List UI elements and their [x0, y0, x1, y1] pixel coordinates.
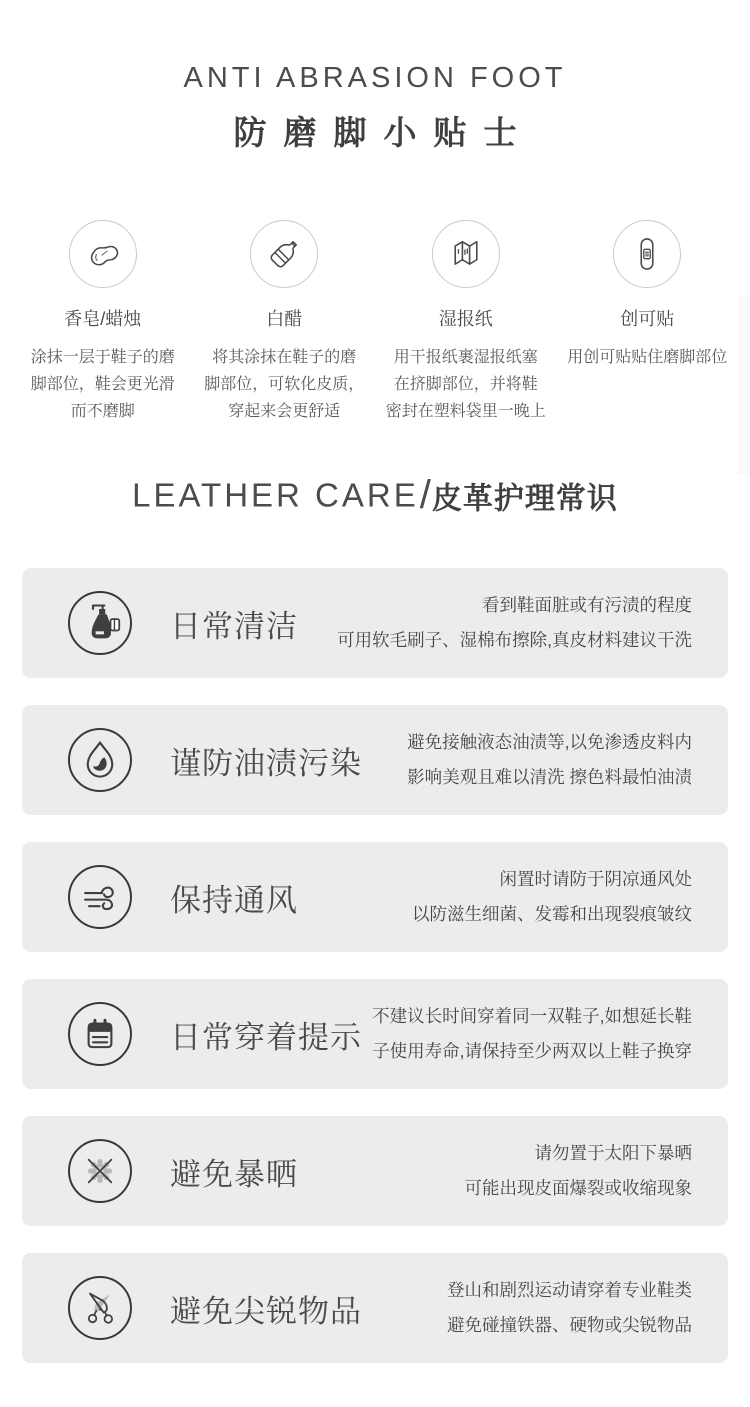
care-desc-line: 子使用寿命,请保持至少两双以上鞋子换穿	[372, 1041, 692, 1061]
care-list	[0, 568, 750, 1363]
tips-row	[0, 220, 750, 425]
care-desc	[337, 588, 692, 658]
care-circle	[68, 1139, 132, 1203]
care-row-oil-stain	[22, 705, 728, 815]
page-title-zh: 防磨脚小贴士	[233, 114, 534, 151]
care-desc-line: 以防滋生细菌、发霉和出现裂痕皱纹	[412, 904, 692, 924]
care-desc-line: 不建议长时间穿着同一双鞋子,如想延长鞋	[372, 1006, 692, 1026]
tip-desc-line: 用创可贴贴住磨脚部位	[567, 349, 728, 366]
care-title: 避免暴晒	[170, 1156, 298, 1192]
care-desc	[372, 999, 692, 1069]
tip-label: 湿报纸	[438, 309, 493, 329]
tip-label: 创可贴	[620, 309, 675, 329]
care-row-no-sun	[22, 1116, 728, 1226]
care-circle	[68, 865, 132, 929]
no-sharp-objects-icon	[72, 1280, 128, 1336]
care-row-ventilation	[22, 842, 728, 952]
care-title: 保持通风	[170, 882, 298, 918]
care-desc-line: 可能出现皮面爆裂或收缩现象	[464, 1178, 692, 1198]
cleaning-bottle-icon	[72, 595, 128, 651]
soap-icon	[80, 231, 126, 277]
vinegar-bottle-icon	[261, 231, 307, 277]
care-desc	[447, 1273, 692, 1343]
bandaid-icon	[624, 231, 670, 277]
tip-desc-line: 而不磨脚	[70, 403, 135, 420]
care-circle	[68, 1002, 132, 1066]
care-heading-en: LEATHER CARE	[132, 476, 419, 514]
care-row-daily-cleaning	[22, 568, 728, 678]
care-desc-line: 可用软毛刷子、湿棉布擦除,真皮材料建议干洗	[337, 630, 692, 650]
anti-abrasion-header	[0, 0, 750, 154]
page-title-en: ANTI ABRASION FOOT	[183, 62, 567, 94]
tip-desc	[381, 344, 551, 425]
tip-label: 白醋	[266, 309, 303, 329]
calendar-icon	[72, 1006, 128, 1062]
tip-label: 香皂/蜡烛	[64, 309, 142, 329]
care-circle	[68, 591, 132, 655]
tip-desc-line: 用干报纸裹湿报纸塞	[393, 349, 538, 366]
care-circle	[68, 1276, 132, 1340]
care-row-no-sharp-objects	[22, 1253, 728, 1363]
care-title: 日常清洁	[170, 608, 298, 644]
care-circle	[68, 728, 132, 792]
tip-circle	[69, 220, 137, 288]
care-heading-zh: 皮革护理常识	[431, 482, 618, 516]
tip-desc-line: 将其涂抹在鞋子的磨	[212, 349, 357, 366]
tip-desc-line: 在挤脚部位，并将鞋	[393, 376, 538, 393]
wet-newspaper-icon	[443, 231, 489, 277]
care-desc-line: 避免碰撞铁器、硬物或尖锐物品	[447, 1315, 692, 1335]
scrollbar-strip	[737, 296, 750, 474]
tip-circle	[432, 220, 500, 288]
care-desc-line: 闲置时请防于阴凉通风处	[499, 869, 692, 889]
care-row-daily-wear	[22, 979, 728, 1089]
care-title: 谨防油渍污染	[170, 745, 362, 781]
tip-white-vinegar	[194, 220, 376, 425]
wind-icon	[72, 869, 128, 925]
tip-desc	[563, 344, 733, 371]
care-desc	[465, 1136, 693, 1206]
tip-wet-newspaper	[375, 220, 557, 425]
care-desc-line: 避免接触液态油渍等,以免渗透皮料内	[407, 732, 692, 752]
tip-circle	[250, 220, 318, 288]
leather-care-heading	[0, 473, 750, 518]
care-desc-line: 请勿置于太阳下暴晒	[534, 1143, 692, 1163]
oil-drop-icon	[72, 732, 128, 788]
tip-circle	[613, 220, 681, 288]
tip-desc-line: 脚部位，鞋会更光滑	[30, 376, 175, 393]
tip-bandaid	[557, 220, 739, 425]
care-desc-line: 看到鞋面脏或有污渍的程度	[482, 595, 692, 615]
care-heading-slash: /	[419, 473, 431, 517]
care-desc-line: 影响美观且难以清洗 擦色料最怕油渍	[407, 767, 692, 787]
care-desc	[412, 862, 692, 932]
care-title: 避免尖锐物品	[170, 1293, 362, 1329]
no-sun-icon	[72, 1143, 128, 1199]
tip-desc-line: 涂抹一层于鞋子的磨	[30, 349, 175, 366]
tip-desc	[18, 344, 188, 425]
tip-desc	[200, 344, 370, 425]
tip-desc-line: 穿起来会更舒适	[228, 403, 341, 420]
care-desc-line: 登山和剧烈运动请穿着专业鞋类	[447, 1280, 692, 1300]
tip-desc-line: 密封在塑料袋里一晚上	[385, 403, 546, 420]
care-desc	[407, 725, 692, 795]
tip-soap-candle	[12, 220, 194, 425]
care-title: 日常穿着提示	[170, 1019, 362, 1055]
tip-desc-line: 脚部位，可软化皮质，	[204, 376, 365, 393]
